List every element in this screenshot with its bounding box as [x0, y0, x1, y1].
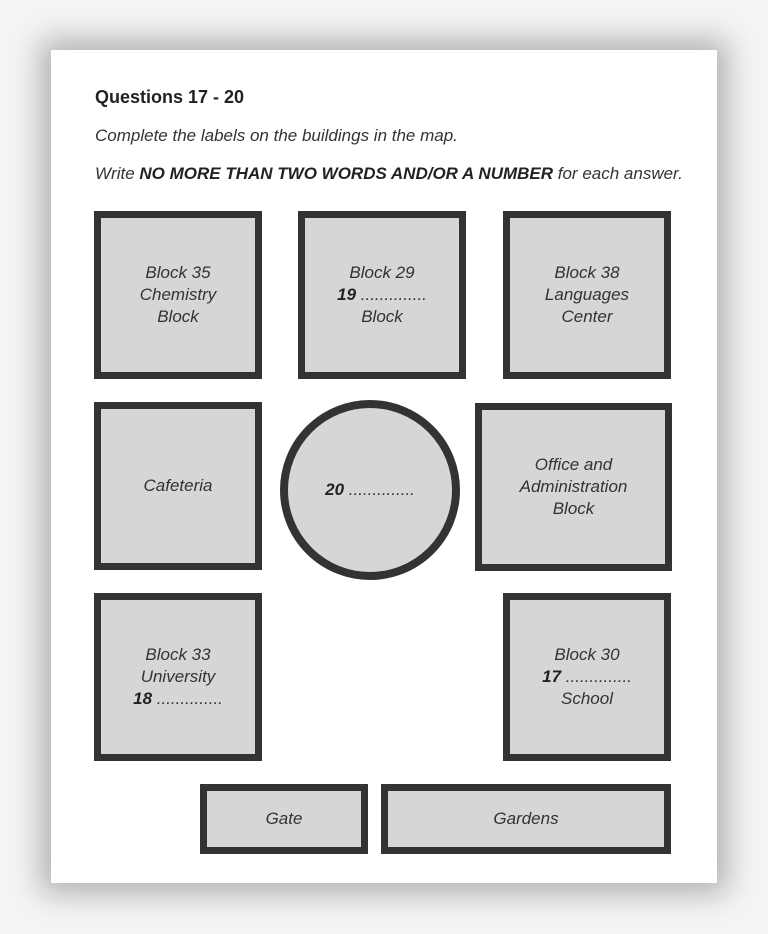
question-19-number: 19: [337, 285, 357, 304]
question-20-dots: ..............: [348, 480, 415, 499]
block-38-line1: Block 38: [554, 263, 620, 282]
building-block-38: [503, 211, 671, 379]
question-19-dots: ..............: [360, 285, 427, 304]
question-17-number: 17: [542, 667, 562, 686]
cafeteria-label: Cafeteria: [143, 476, 213, 495]
question-18-dots: ..............: [156, 689, 223, 708]
worksheet-page: [51, 50, 717, 883]
building-block-35: [94, 211, 262, 379]
block-30-line3: School: [561, 689, 613, 708]
block-33-line1: Block 33: [145, 645, 211, 664]
block-38-line2: Languages: [544, 285, 630, 304]
block-35-line3: Block: [157, 307, 199, 326]
instruction-complete-labels: Complete the labels on the buildings in the map.: [95, 126, 458, 145]
office-line3: Block: [552, 499, 595, 518]
block-35-line1: Block 35: [145, 263, 211, 282]
question-20-blank[interactable]: [325, 479, 415, 501]
building-block-33: [94, 593, 262, 761]
building-cafeteria: [94, 402, 262, 570]
question-19-blank[interactable]: [337, 284, 427, 306]
gardens-label: Gardens: [493, 809, 559, 828]
building-gardens: [381, 784, 671, 854]
block-33-line2: University: [140, 667, 216, 686]
questions-title: Questions 17 - 20: [95, 87, 245, 107]
building-center-circle: [280, 400, 460, 580]
block-29-line3: Block: [361, 307, 403, 326]
office-line2: Administration: [519, 477, 628, 496]
building-block-30: [503, 593, 671, 761]
question-17-blank[interactable]: [542, 666, 632, 688]
question-17-dots: ..............: [565, 667, 632, 686]
instruction-word-limit-pre: Write: [95, 164, 140, 183]
block-38-line3: Center: [561, 307, 613, 326]
office-line1: Office and: [534, 455, 613, 474]
block-29-line1: Block 29: [349, 263, 415, 282]
gate-label: Gate: [265, 809, 303, 828]
question-18-blank[interactable]: [133, 688, 223, 710]
block-35-line2: Chemistry: [139, 285, 217, 304]
question-18-number: 18: [133, 689, 153, 708]
instruction-word-limit-post: for each answer.: [553, 164, 683, 183]
question-20-number: 20: [325, 480, 345, 499]
block-30-line1: Block 30: [554, 645, 620, 664]
instruction-word-limit-bold: NO MORE THAN TWO WORDS AND/OR A NUMBER: [139, 164, 554, 183]
instruction-word-limit: [95, 164, 683, 184]
building-gate: [200, 784, 368, 854]
building-office-administration: [475, 403, 672, 571]
building-block-29: [298, 211, 466, 379]
